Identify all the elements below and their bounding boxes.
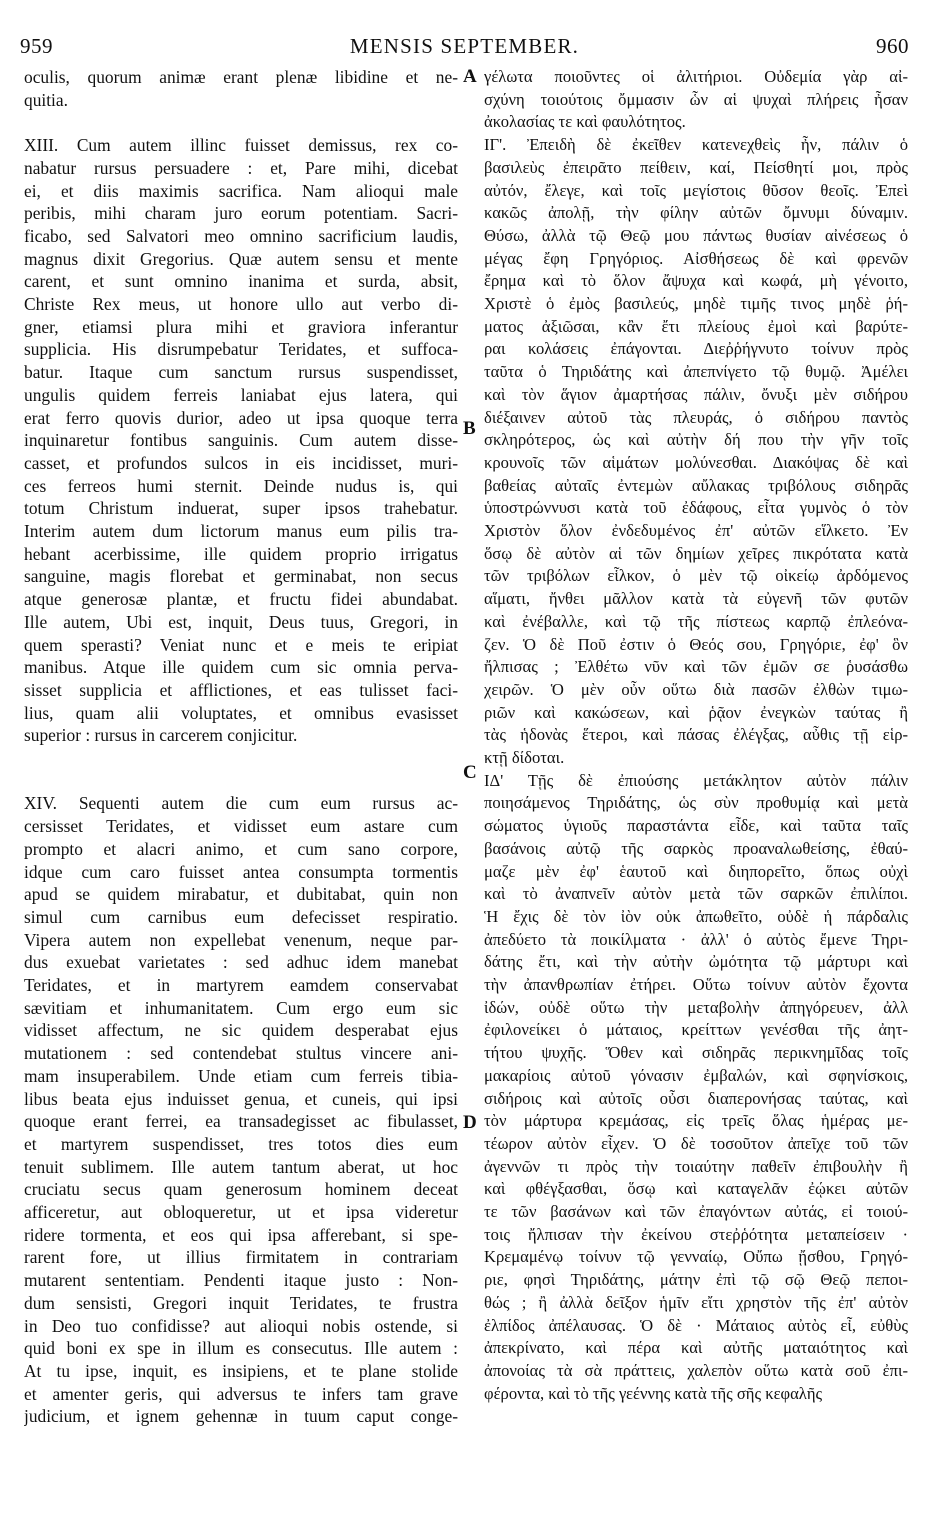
- text-line: τε τῶν βασάνων καὶ τῶν ἐπαγόντων αὐτάς, εἰ τοιού-: [484, 1202, 908, 1221]
- text-line: dus exuebat varietates : sed adhuc idem manebat: [24, 952, 458, 973]
- text-line: μέγας ἔφη Γρηγόριος. Αἰσθήσεως δὲ καὶ φρενῶν: [484, 248, 908, 268]
- text-line: lius, quam alii voluptates, et omnibus evasisset: [24, 702, 458, 723]
- text-line: quoque erant ferrei, ea transadegisset ac fibulasset,: [24, 1111, 458, 1132]
- page-number-left: 959: [20, 34, 53, 58]
- text-line: τὰς ἡδονὰς ἕτεροι, καὶ πάσας ἐλέγξας, αὖθις τῇ εἱρ-: [484, 725, 908, 745]
- text-line: τὸν μάρτυρα κρεμάσας, εἰς τρεῖς ὅλας ἡμέρας με-: [484, 1111, 908, 1131]
- text-line: ζεν. Ὁ δὲ Ποῦ ἐστιν ὁ Θεός σου, Γρηγόριε, ἐφ' ὃν: [484, 634, 908, 654]
- text-line: nabatur rursus persuadere : et, Pare mihi, dicebat: [24, 157, 458, 178]
- text-line: διέξαινεν αὐτοῦ τὰς πλευράς, ὁ σιδήρου παντὸς: [484, 407, 908, 427]
- text-line: ἀπεκρίνατο, καὶ πέρα καὶ αὐτῆς ματαιότητος καὶ: [484, 1338, 908, 1358]
- text-line: ridere tormenta, et eos qui ipsa afferebant, si spe-: [24, 1224, 458, 1245]
- text-line: XIV. Sequenti autem die cum eum rursus ac-: [24, 793, 458, 814]
- text-line: κρουνοῖς τῶν αἱμάτων μολύνεσθαι. Διακόψας δὲ καὶ: [484, 452, 908, 472]
- text-line: μαζε μὲν ἐφ' ἑαυτοῦ καὶ διηπορεῖτο, ὅπως οὐχὶ: [484, 861, 908, 881]
- text-line: prompto et alacri animo, et cum sano corpore,: [24, 838, 458, 859]
- text-line: apud se quidem mirabatur, et dubitabat, quin non: [24, 884, 458, 905]
- text-line: in Deo tuo confidisse? aut alioqui nobis ostende, si: [24, 1315, 458, 1336]
- text-line: hebant acerbissime, ille quidem proprio irrigatus: [24, 543, 458, 564]
- text-line: βασιλεὺς ἐπειρᾶτο πείθειν, καί, Πείσθητί μοι, πρὸς: [484, 157, 908, 177]
- text-line: mam insuperabilem. Unde etiam cum ferreis tibia-: [24, 1065, 458, 1086]
- text-line: cersisset Teridates, et vidisset eum astare cum: [24, 816, 458, 837]
- text-line: mutationem : sed contendebat stultus vincere ani-: [24, 1043, 458, 1064]
- text-line: manibus. Atque ille quidem cum sic omnia perva-: [24, 657, 458, 678]
- text-line: σκληρότερος, ὡς καὶ αὐτὴν δή που τὴν γῆν τοῖς: [484, 430, 908, 450]
- text-line: quitia.: [24, 89, 68, 110]
- text-line: χειρῶν. Ὁ μὲν οὖν οὕτω διὰ πασῶν ἐλθὼν τιμω-: [484, 679, 908, 699]
- text-line: mutarent sententiam. Pendenti itaque justo : Non-: [24, 1270, 458, 1291]
- text-line: magnus dixit Gregorius. Quæ autem sensu et mente: [24, 248, 458, 269]
- text-line: ἰδών, οὐδὲ οὕτω τὴν μεταβολὴν ἀπηγόρευεν, ἀλλ: [484, 997, 908, 1017]
- text-line: γέλωτα ποιοῦντες οἱ ἀλιτήριοι. Οὐδεμία γὰρ αἰ-: [484, 67, 908, 86]
- text-line: inquinaretur fontibus sanguinis. Cum autem disse-: [24, 430, 458, 451]
- text-line: καὶ τὸν ἅγιον ἀμαρτήσας πάλιν, ὄνυξι μὲν σιδήρου: [484, 384, 908, 404]
- running-title: MENSIS SEPTEMBER.: [349, 34, 580, 58]
- text-line: idque cum caro fuisset antea consumpta tormentis: [24, 861, 458, 882]
- page-number-right: 960: [876, 34, 909, 58]
- text-line: σώματος ὑγιοῦς παραστάντα εἶδε, καὶ ταῦτα ταῖς: [484, 816, 908, 836]
- text-line: simul cum carnibus eum defecisset respiratio.: [24, 906, 458, 927]
- text-line: τήτου ψυχῆς. Ὅθεν καὶ σιδηρᾶς περικνημῖδας τοῖς: [484, 1043, 908, 1063]
- text-line: ριῶν καὶ κακώσεων, καὶ ῥᾷον ἐνεγκὼν ταύτας ἢ: [484, 702, 908, 722]
- text-line: σχύνη τοιούτοις ὄμμασιν ὧν αἱ ψυχαὶ πλήρεις ἦσαν: [484, 89, 908, 109]
- text-line: ματος ἀξιῶσαι, κἂν ἔτι πλείους ἐμοὶ καὶ βαρύτε-: [484, 316, 908, 336]
- text-line: ἔρημα καὶ τὸ ὅλον ἄψυχα καὶ κωφά, μὴ γένοιτο,: [484, 271, 908, 291]
- running-header: [20, 34, 909, 60]
- text-line: αἵματι, ἤνθει μᾶλλον κατὰ τὰ εὐγενῆ τῶν φυτῶν: [484, 589, 908, 609]
- text-line: ἀγεννῶν τι πρὸς τὴν τοιαύτην παθεῖν ἐπιβουλὴν ἢ: [484, 1156, 908, 1176]
- text-line: καὶ ἐνέβαλλε, καὶ τῷ τῆς πίστεως καρπῷ ἐπλεόνα-: [484, 611, 908, 631]
- text-line: κακῶς ἀπολῇ, τὴν φίλην αὐτῶν ὄμνυμι δύναμιν.: [484, 203, 908, 223]
- text-line: gner, etiamsi plura mihi et graviora inferantur: [24, 316, 458, 337]
- text-line: oculis, quorum animæ erant plenæ libidine et ne-: [24, 67, 458, 87]
- text-line: τῶν τριβόλων εἷλκον, ὁ μὲν τῷ οἰκείῳ ἀρδόμενος: [484, 566, 908, 586]
- text-line: αὐτόν, ἔλεγε, καὶ τοῖς μεγίστοις θῦσον θεοῖς. Ἐπεὶ: [484, 180, 908, 200]
- text-line: ΙΓ'. Ἐπειδὴ δὲ ἐκεῖθεν κατενεχθεὶς ἦν, πάλιν ὁ: [484, 135, 908, 155]
- text-line: καὶ φθέγξασθαι, ὅσῳ καὶ καταγελᾶν ἐῴκει αὐτῶν: [484, 1179, 908, 1199]
- text-line: Teridates, et in martyrem eamdem conservabat: [24, 975, 458, 995]
- text-line: At tu ipse, inquit, es insipiens, et te plane stolide: [24, 1360, 458, 1381]
- text-line: καὶ τὸ ἀναπνεῖν αὐτὸν μετὰ τῶν σαρκῶν ἐπιλίποι.: [484, 884, 908, 904]
- text-line: libus beata ejus induisset genua, et cuneis, qui ipsi: [24, 1088, 458, 1109]
- text-line: quem sperasti? Veniat nunc et e meis te eripiat: [24, 634, 458, 655]
- text-line: κτῇ δίδοται.: [484, 748, 565, 767]
- text-line: et martyrem suspendisset, tres totos dies eum: [24, 1133, 458, 1154]
- text-line: totum Christum induerat, super ipsos trahebatur.: [24, 498, 458, 519]
- text-line: [24, 747, 458, 769]
- text-line: ἀκολασίας τε καὶ φαυλότητος.: [484, 112, 686, 132]
- text-line: XIII. Cum autem illinc fuisset demissus, rex co-: [24, 135, 458, 156]
- margin-marker: D: [463, 1112, 477, 1133]
- text-line: Κρεμαμένῳ τοίνυν τῷ γενναίῳ, Οὔπω ᾔσθου, Γρηγό-: [484, 1247, 908, 1267]
- text-line: atque generosæ plantæ, et fructu fidei abundabat.: [24, 589, 458, 610]
- text-line: τέωρον αὐτὸν εἶχεν. Ὁ δὲ τοσοῦτον ἀπεῖχε τοῦ τῶν: [484, 1133, 908, 1153]
- text-line: rarent fore, ut illius firmitatem in contrariam: [24, 1247, 458, 1268]
- text-line: ὑποστρώννυσι κατὰ τοῦ ἐδάφους, εἶτα γυμνὸς ὁ τὸν: [484, 498, 908, 518]
- text-line: afficeretur, aut obloqueretur, ut et ipsa videretur: [24, 1202, 458, 1222]
- text-line: Θύσω, ἀλλὰ τῷ Θεῷ μου πάντως θυσίαν αἰνέσεως ὁ: [484, 225, 908, 245]
- text-line: tenuit sublimem. Ille autem tantum aberat, ut hoc: [24, 1156, 458, 1177]
- margin-marker: A: [463, 66, 477, 87]
- text-line: δάτης ἔτι, καὶ τὴν αὐτὴν ὠμότητα τῷ μάρτυρι καὶ: [484, 952, 908, 972]
- text-line: vidisset affectum, ne sic quidem desperabat ejus: [24, 1020, 458, 1041]
- text-line: sanguine, magis florebat et germinabat, non secus: [24, 566, 458, 587]
- text-line: quid boni ex spe in illum es consecutus. Ille autem :: [24, 1338, 458, 1359]
- text-line: Χριστὸν ὅλον ἐνδεδυμένος ἐπ' αὐτῶν εἵλκετο. Ἐν: [484, 521, 908, 540]
- text-line: βαθείας αὐταῖς ἐντεμὼν αὔλακας τριβόλους σιδηρᾶς: [484, 475, 908, 495]
- text-line: ἀπεδύετο τὰ ποικίλματα · ἀλλ' ὁ αὐτὸς ἔμενε Τηρι-: [484, 929, 908, 949]
- text-line: sævitiam et inhumanitatem. Cum ergo eum sic: [24, 997, 458, 1018]
- text-line: ταῦτα ὁ Τηριδάτης καὶ ἀπεπνίγετο τῷ θυμῷ. Ἀμέλει: [484, 362, 908, 382]
- text-line: peribis, mihi charam juro eorum potentiam. Sacri-: [24, 203, 458, 224]
- text-line: dum sensisti, Gregori inquit Teridates, te frustra: [24, 1292, 458, 1313]
- text-line: carent, et sunt omnino inanima et surda, absit,: [24, 271, 458, 292]
- text-line: ποιησάμενος Τηριδάτης, ὡς σὺν προθυμίᾳ καὶ μετὰ: [484, 793, 908, 813]
- text-line: casset, et profundos sulcos in eis incidisset, muri-: [24, 452, 458, 473]
- text-line: batur. Itaque cum sanctum rursus suspendisset,: [24, 362, 458, 383]
- text-line: ριε, φησὶ Τηριδάτης, μάτην ἐπὶ τῷ σῷ Θεῷ πεποι-: [484, 1270, 908, 1290]
- text-line: Χριστὲ ὁ ἐμὸς βασιλεύς, μηδὲ τιμῆς τινος μηδὲ ῥή-: [484, 294, 908, 313]
- text-line: μακαρίοις αὐτοῦ γόνασιν ἐμβαλών, καὶ σφηνίσκοις,: [484, 1065, 908, 1085]
- text-line: [24, 111, 458, 133]
- text-line: τὴν ἀπανθρωπίαν ἐτήρει. Οὕτω τοίνυν αὐτὸν ἔχοντα: [484, 975, 908, 994]
- margin-marker: C: [463, 762, 477, 783]
- text-line: ἐλπίδος ἀπέλαυσας. Ὁ δὲ · Μάταιος αὐτὸς εἶ, εὐθὺς: [484, 1315, 908, 1335]
- text-line: φέροντα, καὶ τὸ τῆς γεέννης κατὰ τῆς σῆς κεφαλῆς: [484, 1383, 823, 1403]
- margin-marker: B: [463, 418, 476, 439]
- text-line: ὅσῳ δὲ αὐτὸν αἱ τῶν δημίων χεῖρες πικρότατα κατὰ: [484, 543, 908, 563]
- text-line: judicium, et ignem gehennæ in tuum caput conge-: [24, 1406, 458, 1427]
- text-line: τοις ἤλπισαν τὴν ἐκείνου στεῤῥότητα μεταπείσειν ·: [484, 1224, 908, 1244]
- text-line: βασάνοις αὐτῷ τῆς σαρκὸς προαναλωθείσης, ἐθαύ-: [484, 838, 908, 858]
- text-line: Ἡ ἔχις δὲ τὸν ἰὸν οὐκ ἀπωθεῖτο, οὐδὲ ἡ πάρδαλις: [484, 906, 908, 926]
- text-line: [24, 770, 458, 792]
- text-line: Interim autem dum lictorum manus eum pilis tra-: [24, 521, 458, 541]
- text-line: ἤλπισας ; Ἐλθέτω νῦν καὶ τῶν ἐμῶν σε ῥυσάσθω: [484, 657, 908, 677]
- text-line: Christe Rex meus, ut honore ullo aut verbo di-: [24, 294, 458, 314]
- text-line: ficabo, sed Salvatori meo omnino sacrificium laudis,: [24, 225, 458, 246]
- text-line: superior : rursus in carcerem conjicitur.: [24, 725, 298, 746]
- text-line: ces ferreos humi sternit. Deinde nudus is, qui: [24, 475, 458, 496]
- text-line: cruciatu secus quam generosum hominem deceat: [24, 1179, 458, 1200]
- text-line: Ille autem, Ubi est, inquit, Deus tuus, Gregori, in: [24, 611, 458, 632]
- text-line: ΙΔ' Τῇς δὲ ἐπιούσης μετάκλητον αὐτὸν πάλιν: [484, 770, 908, 790]
- text-line: sisset supplicia et afflictiones, et eas tulisset faci-: [24, 679, 458, 700]
- text-line: σιδήροις καὶ αὐτοῖς οὖσι διαπερονήσας ταύτας, καὶ: [484, 1088, 908, 1108]
- text-line: Vipera autem non expellebat venenum, neque par-: [24, 929, 458, 950]
- text-line: ei, et diis maximis sacrifica. Nam alioqui male: [24, 180, 458, 201]
- text-line: supplicia. His disrumpebatur Teridates, et suffoca-: [24, 339, 458, 360]
- text-line: θώς ; ἢ ἀλλὰ δεῖξον ἡμῖν εἴτι χρηστὸν τῆς ἐπ' αὐτὸν: [484, 1292, 908, 1312]
- text-line: erat ferro quovis durior, adeo ut ipsa quoque terra: [24, 407, 458, 428]
- text-line: ραι κολάσεις ἐπάγονται. Διεῤῥήγνυτο τοίνυν πρὸς: [484, 339, 908, 359]
- text-line: ungulis quidem ferreis laniabat ejus latera, qui: [24, 384, 458, 405]
- text-line: ἀπονοίας τὰ σὰ πράττεις, χαλεπὸν οὕτω κατὰ σοῦ ἐπι-: [484, 1360, 908, 1380]
- text-line: et amenter geris, qui adversus te infers tam grave: [24, 1383, 458, 1404]
- text-line: ἐφιλονείκει ὁ μάταιος, κρείττων γενέσθαι τῆς ἀητ-: [484, 1020, 908, 1040]
